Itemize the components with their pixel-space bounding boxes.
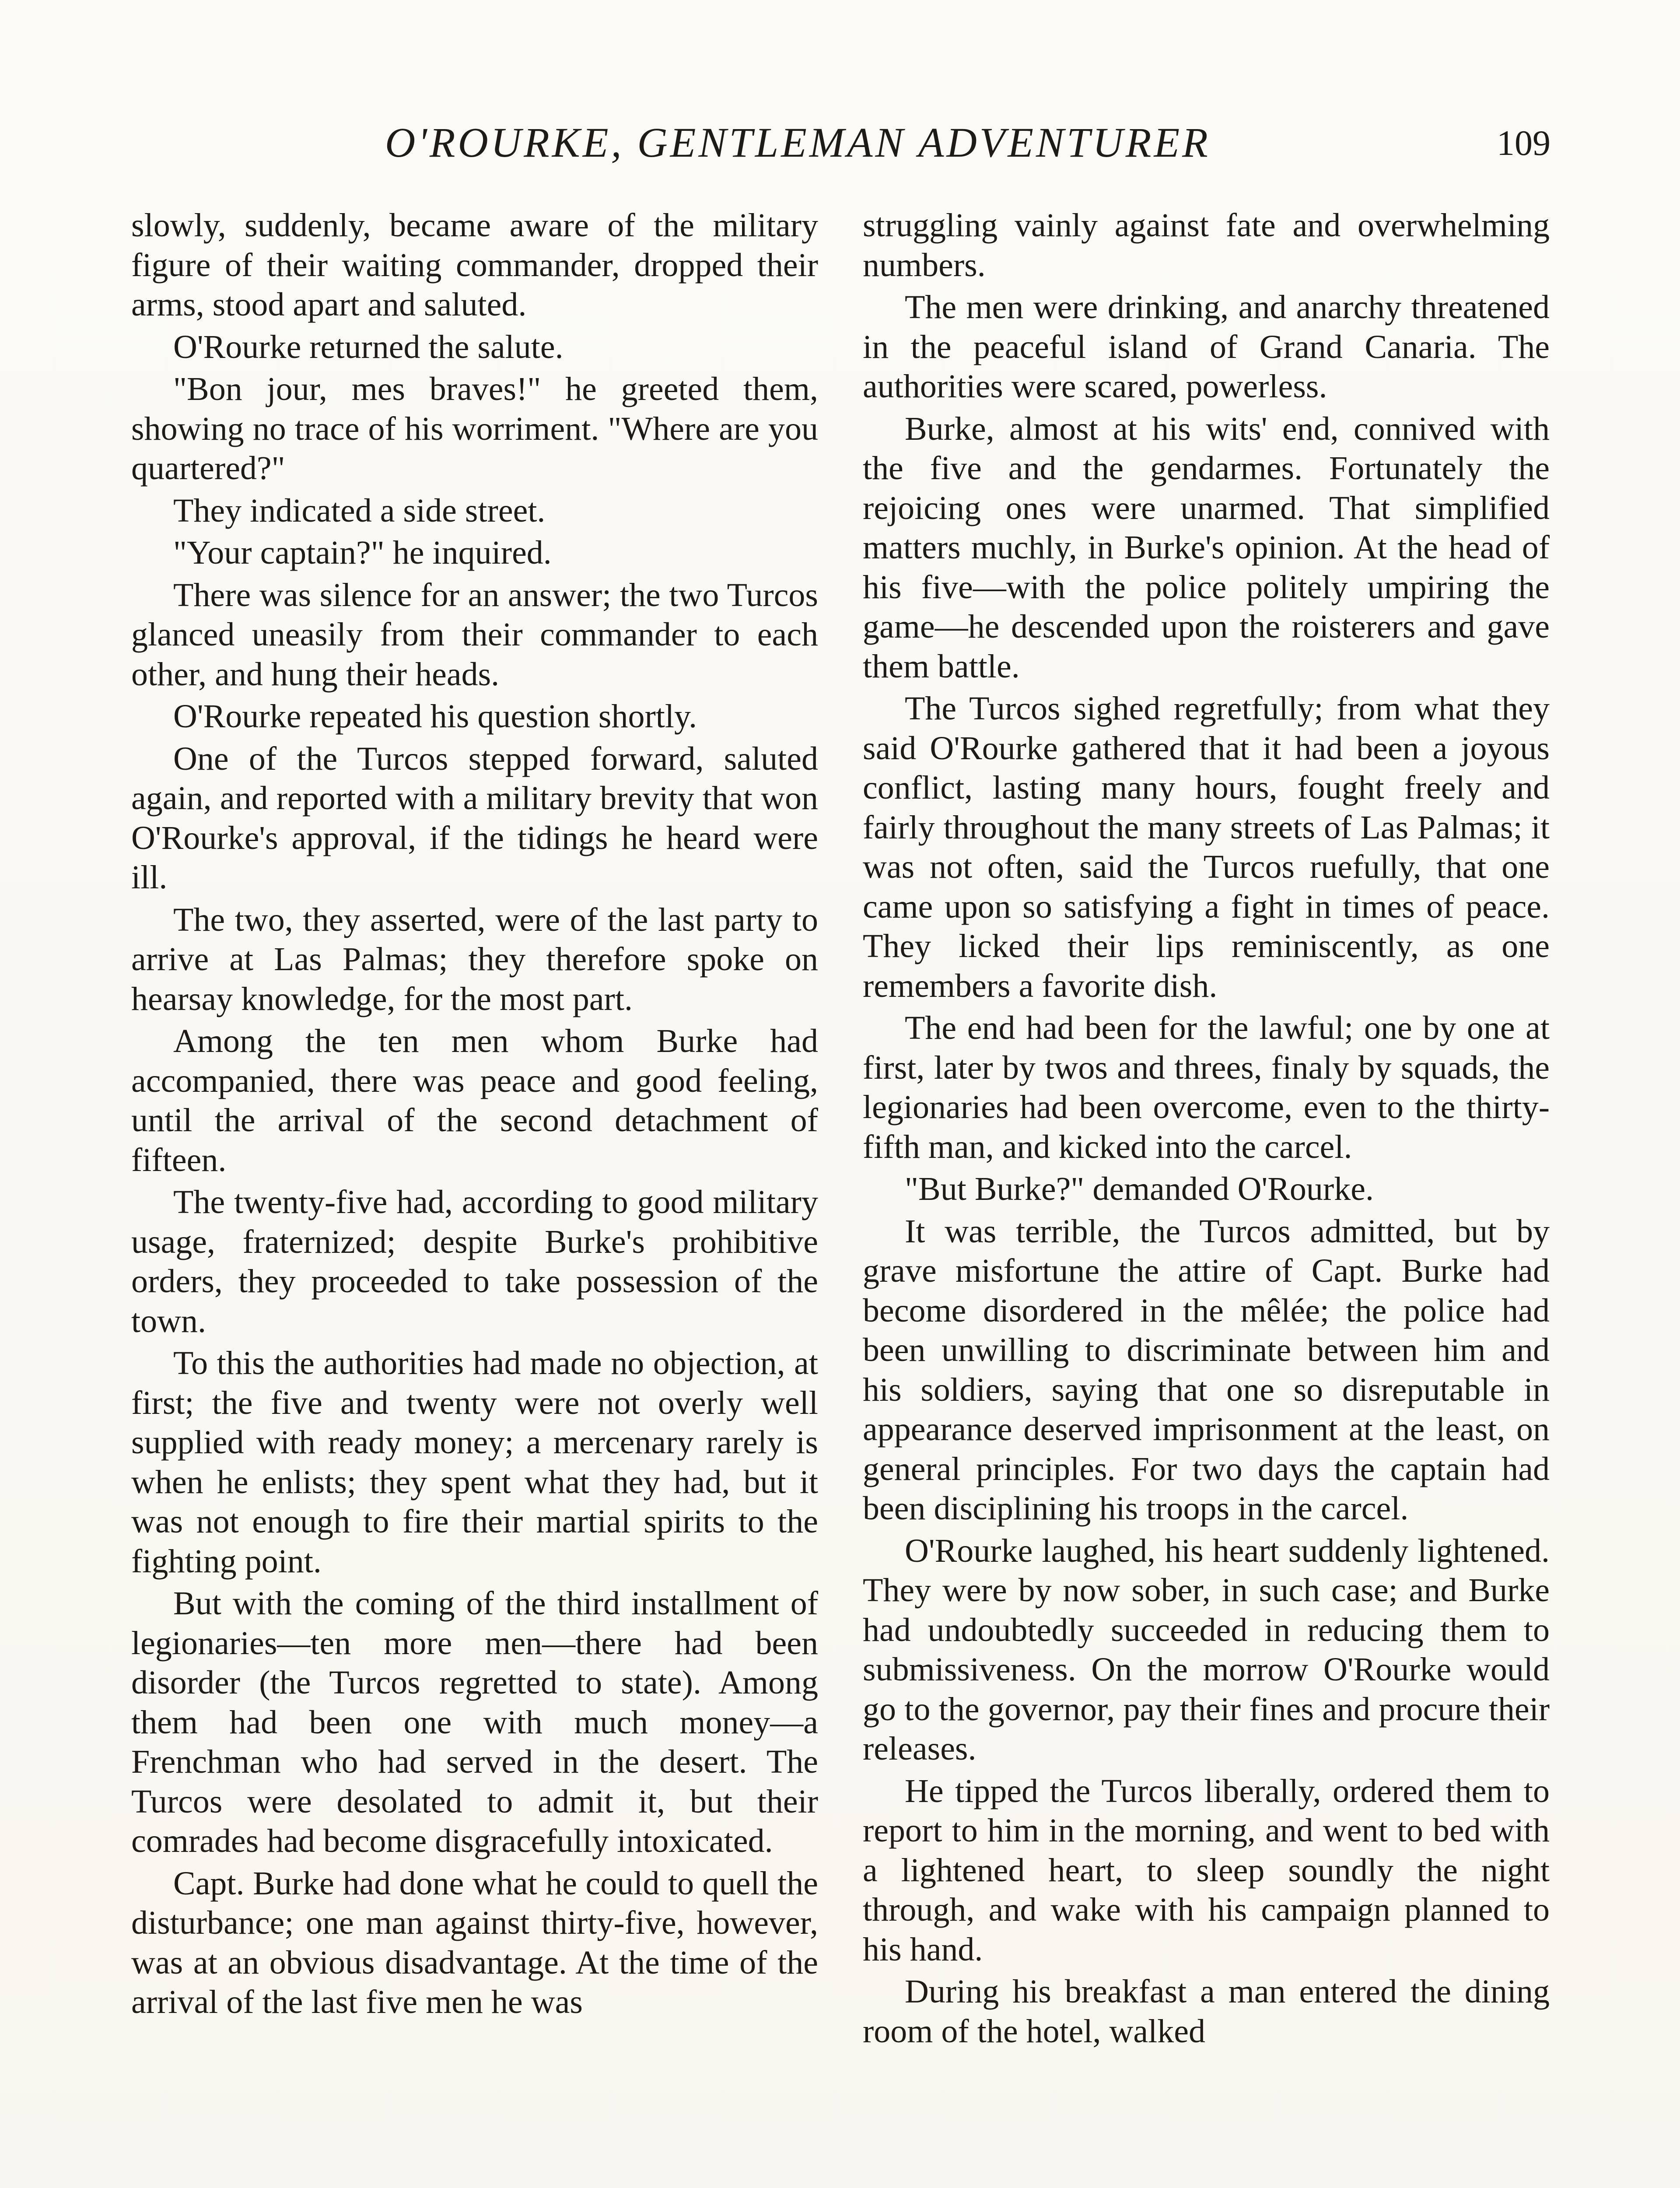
paragraph: There was silence for an answer; the two Turcos glanced uneasily from their commander to each other, and hung their heads. (131, 576, 818, 693)
right-column (863, 206, 1550, 2054)
paragraph: "Bon jour, mes braves!" he greeted them, showing no trace of his worriment. "Where are you quartered?" (131, 371, 818, 487)
paragraph: O'Rourke repeated his question shortly. (173, 698, 697, 735)
paragraph: slowly, suddenly, became aware of the military figure of their waiting commander, dropped their arms, stood apart and saluted. (131, 207, 818, 323)
paragraph: But with the coming of the third installment of legionaries—ten more men—there had been disorder (the Turcos regretted to state). Among them had been one with much money—a Frenchman who had served in the desert. The Turcos were desolated to admit it, but their comrades had become disgracefully intoxicated. (131, 1585, 818, 1859)
paragraph: Burke, almost at his wits' end, connived with the five and the gendarmes. Fortunately the rejoicing ones were unarmed. That simplified matters muchly, in Burke's opinion. At the head of his five—with the police politely umpiring the game—he descended upon the roisterers and gave them battle. (863, 410, 1550, 685)
paragraph: To this the authorities had made no objection, at first; the five and twenty were not overly well supplied with ready money; a mercenary rarely is when he enlists; they spent what they had, but it was not enough to fire their martial spirits to the fighting point. (131, 1345, 818, 1580)
paragraph: The two, they asserted, were of the last party to arrive at Las Palmas; they therefore spoke on hearsay knowledge, for the most part. (131, 901, 818, 1017)
paragraph: He tipped the Turcos liberally, ordered them to report to him in the morning, and went to bed with a lightened heart, to sleep soundly the night through, and wake with his campaign planned to his hand. (863, 1772, 1550, 1968)
paragraph: The Turcos sighed regretfully; from what they said O'Rourke gathered that it had been a joyous conflict, lasting many hours, fought freely and fairly throughout the many streets of Las Palmas; it was not often, said the Turcos ruefully, that one came upon so satisfying a fight in times of peace. They licked their lips reminiscently, as one remembers a favorite dish. (863, 690, 1550, 1004)
paragraph: The twenty-five had, according to good military usage, fraternized; despite Burke's prohibitive orders, they proceeded to take possession of the town. (131, 1184, 818, 1339)
paragraph: One of the Turcos stepped forward, saluted again, and reported with a military brevity that won O'Rourke's approval, if the tidings he heard were ill. (131, 740, 818, 896)
paragraph: It was terrible, the Turcos admitted, but by grave misfortune the attire of Capt. Burke had become disordered in the mêlée; the police had been unwilling to discriminate between him and his soldiers, saying that one so disreputable in appearance deserved imprisonment at the least, on general principles. For two days the captain had been disciplining his troops in the carcel. (863, 1213, 1550, 1527)
running-title: O'ROURKE, GENTLEMAN ADVENTURER (385, 119, 1211, 166)
paragraph: O'Rourke laughed, his heart suddenly lightened. They were by now sober, in such case; and Burke had undoubtedly succeeded in reducing them to submissiveness. On the morrow O'Rourke would go to the governor, pay their fines and procure their releases. (863, 1532, 1550, 1767)
left-column (131, 206, 818, 2025)
paragraph: The end had been for the lawful; one by one at first, later by twos and threes, finaly by squads, the legionaries had been overcome, even to the thirty-fifth man, and kicked into the carcel. (863, 1010, 1550, 1165)
paragraph: Among the ten men whom Burke had accompanied, there was peace and good feeling, until the arrival of the second detachment of fifteen. (131, 1023, 818, 1178)
paragraph: During his breakfast a man entered the dining room of the hotel, walked (863, 1973, 1550, 2050)
paragraph: "Your captain?" he inquired. (173, 534, 552, 571)
page-number: 109 (1497, 123, 1550, 163)
paragraph: struggling vainly against fate and overwhelming numbers. (863, 207, 1550, 284)
paragraph: They indicated a side street. (173, 492, 546, 529)
paragraph: Capt. Burke had done what he could to quell the disturbance; one man against thirty-five, however, was at an obvious disadvantage. At the time of the arrival of the last five men he was (131, 1865, 818, 2020)
running-header (0, 118, 1680, 179)
paragraph: O'Rourke returned the salute. (173, 328, 564, 365)
paragraph: The men were drinking, and anarchy threatened in the peaceful island of Grand Canaria. The authorities were scared, powerless. (863, 289, 1550, 405)
paragraph: "But Burke?" demanded O'Rourke. (905, 1171, 1374, 1207)
